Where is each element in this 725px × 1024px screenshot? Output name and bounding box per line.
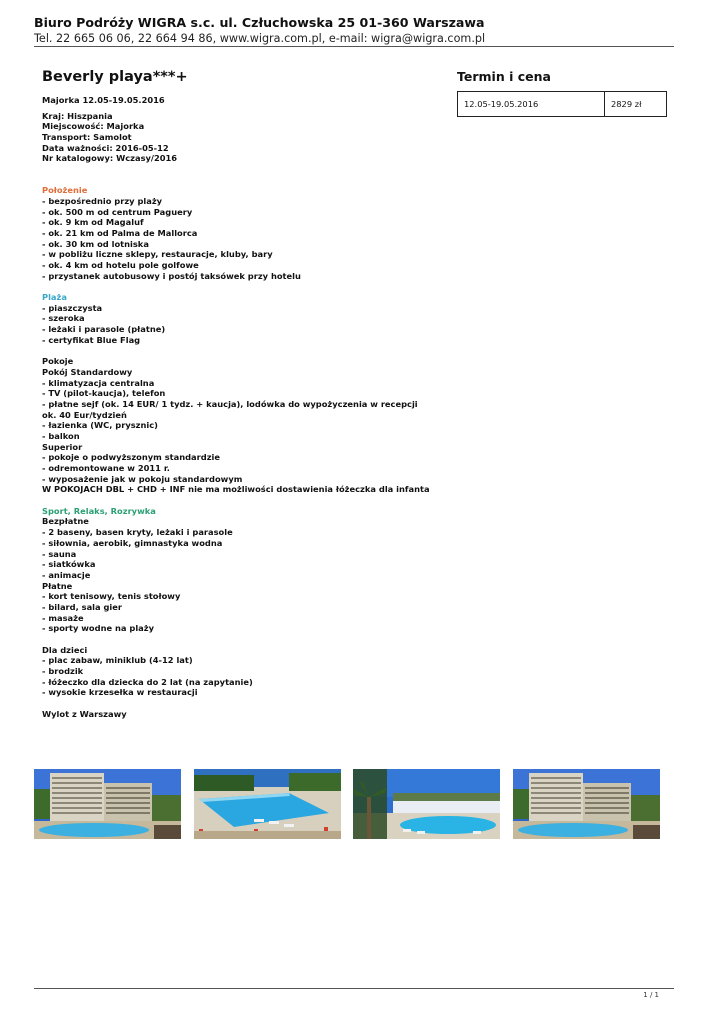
footer-divider	[34, 988, 674, 989]
page-number: 1 / 1	[643, 991, 659, 999]
hotel-photo-3[interactable]	[353, 769, 500, 839]
section-pokoje-line: Superior	[42, 441, 83, 452]
section-sport-list	[42, 516, 462, 634]
hotel-photo-gallery	[34, 769, 660, 839]
section-sport-line: - kort tenisowy, tenis stołowy	[42, 591, 181, 602]
section-pokoje-line: Pokój Standardowy	[42, 366, 133, 377]
section-polozenie-line: - ok. 500 m od centrum Paguery	[42, 206, 193, 217]
hotel-photo-1[interactable]	[34, 769, 181, 839]
section-sport-line: - siłownia, aerobik, gimnastyka wodna	[42, 537, 223, 548]
company-contact: Tel. 22 665 06 06, 22 664 94 86, www.wigra.com.pl, e-mail: wigra@wigra.com.pl	[34, 32, 486, 45]
offer-details-line: Nr katalogowy: Wczasy/2016	[42, 153, 178, 164]
section-sport-line: - bilard, sala gier	[42, 601, 122, 612]
section-sport-line: - animacje	[42, 569, 91, 580]
offer-details-line: Miejscowość: Majorka	[42, 121, 145, 132]
section-heading-plaza: Plaża	[42, 292, 67, 302]
section-dzieci-line: - wysokie krzesełka w restauracji	[42, 687, 198, 698]
section-polozenie-line: - ok. 30 km od lotniska	[42, 238, 149, 249]
section-polozenie-line: - w pobliżu liczne sklepy, restauracje, kluby, bary	[42, 249, 273, 260]
offer-details-line: Kraj: Hiszpania	[42, 110, 113, 121]
section-sport-line: - sporty wodne na plaży	[42, 623, 155, 634]
section-dzieci-line: Dla dzieci	[42, 644, 88, 655]
section-sport-line: Bezpłatne	[42, 516, 89, 527]
section-dzieci-list	[42, 645, 462, 698]
section-pokoje-line: - płatne sejf (ok. 14 EUR/ 1 tydz. + kaucja), lodówka do wypożyczenia w recepcji	[42, 398, 418, 409]
section-polozenie-line: - ok. 4 km od hotelu pole golfowe	[42, 259, 199, 270]
section-pokoje-line: - pokoje o podwyższonym standardzie	[42, 452, 220, 463]
departure-info: Wylot z Warszawy	[42, 708, 127, 719]
section-heading-polozenie: Położenie	[42, 185, 88, 196]
section-dzieci-line: - brodzik	[42, 666, 84, 677]
section-pokoje-line: - klimatyzacja centralna	[42, 377, 155, 388]
pricing-price: 2829 zł	[611, 99, 642, 109]
section-plaza-line: - szeroka	[42, 313, 85, 324]
section-plaza-line: - certyfikat Blue Flag	[42, 334, 141, 345]
section-pokoje-line: - balkon	[42, 430, 80, 441]
section-dzieci-line: - łóżeczko dla dziecka do 2 lat (na zapytanie)	[42, 676, 253, 687]
section-plaza-line: - piaszczysta	[42, 302, 103, 313]
document-header	[34, 14, 674, 46]
hotel-photo-4[interactable]	[513, 769, 660, 839]
pricing-table	[457, 91, 667, 117]
hotel-photo-2[interactable]	[194, 769, 341, 839]
section-pokoje-line: - TV (pilot-kaucja), telefon	[42, 388, 166, 399]
pricing-date: 12.05-19.05.2016	[458, 92, 605, 116]
header-divider	[34, 46, 674, 47]
pricing-title: Termin i cena	[457, 69, 551, 84]
offer-content	[42, 95, 462, 720]
offer-details-line: Transport: Samolot	[42, 132, 132, 143]
section-polozenie-line: - ok. 9 km od Magaluf	[42, 217, 144, 228]
section-sport-line: - siatkówka	[42, 559, 96, 570]
section-pokoje-line: Pokoje	[42, 356, 74, 367]
section-sport-line: - sauna	[42, 548, 77, 559]
section-plaza-line: - leżaki i parasole (płatne)	[42, 324, 166, 335]
section-pokoje-line: - łazienka (WC, prysznic)	[42, 420, 158, 431]
offer-details	[42, 111, 462, 164]
offer-subtitle: Majorka 12.05-19.05.2016	[42, 95, 165, 105]
section-sport-line: - masaże	[42, 612, 84, 623]
section-polozenie-line: - bezpośrednio przy plaży	[42, 195, 163, 206]
section-pokoje-line: ok. 40 Eur/tydzień	[42, 409, 127, 420]
section-polozenie-line: - przystanek autobusowy i postój taksówek przy hotelu	[42, 270, 301, 281]
section-sport-line: - 2 baseny, basen kryty, leżaki i parasole	[42, 527, 233, 538]
section-plaza-list	[42, 303, 462, 346]
section-pokoje-line: - odremontowane w 2011 r.	[42, 463, 170, 473]
section-pokoje-line: - wyposażenie jak w pokoju standardowym	[42, 473, 243, 484]
offer-title: Beverly playa***+	[42, 69, 188, 85]
section-polozenie-line: - ok. 21 km od Palma de Mallorca	[42, 227, 198, 238]
section-pokoje-list	[42, 356, 462, 495]
section-pokoje-line: W POKOJACH DBL + CHD + INF nie ma możliwości dostawienia łóżeczka dla infanta	[42, 484, 430, 495]
section-sport-line: Płatne	[42, 580, 73, 591]
section-dzieci-line: - plac zabaw, miniklub (4-12 lat)	[42, 655, 193, 666]
company-name: Biuro Podróży WIGRA s.c. ul. Człuchowska 25 01-360 Warszawa	[34, 15, 485, 30]
offer-details-line: Data ważności: 2016-05-12	[42, 142, 169, 153]
section-polozenie-list	[42, 196, 462, 282]
section-heading-sport: Sport, Relaks, Rozrywka	[42, 505, 156, 516]
